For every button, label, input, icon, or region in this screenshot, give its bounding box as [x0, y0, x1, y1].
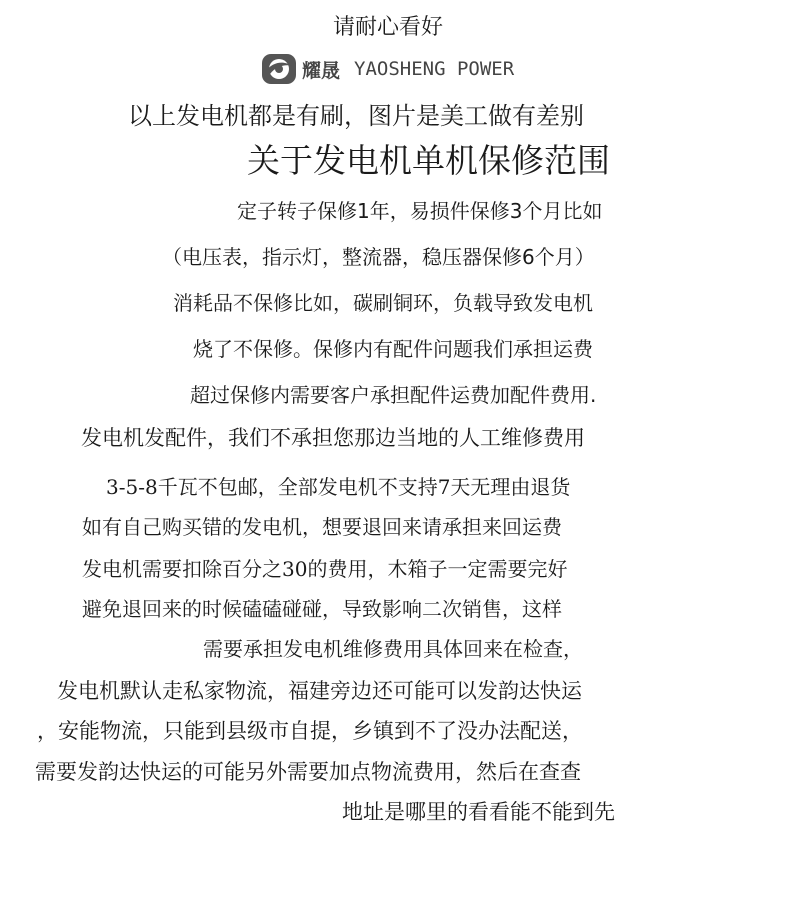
shipping-policy-line: ，安能物流，只能到县级市自提，乡镇到不了没办法配送，	[37, 719, 583, 743]
notice-text: 请耐心看好	[333, 15, 444, 40]
brand-logo	[262, 52, 514, 86]
warranty-line: 定子转子保修1年，易损件保修3个月比如	[237, 199, 603, 223]
shipping-policy-line: 地址是哪里的看看能不能到先	[342, 800, 615, 824]
return-policy-line: 发电机需要扣除百分之30的费用，木箱子一定需要完好	[82, 557, 568, 581]
warranty-line: 消耗品不保修比如，碳刷铜环，负载导致发电机	[173, 291, 593, 315]
page-title: 关于发电机单机保修范围	[247, 141, 610, 180]
return-policy-line: 避免退回来的时候磕磕碰碰，导致影响二次销售，这样	[82, 597, 562, 621]
return-policy-line: 如有自己购买错的发电机，想要退回来请承担来回运费	[82, 515, 562, 539]
warranty-line: 超过保修内需要客户承担配件运费加配件费用.	[190, 383, 597, 407]
warranty-line: 烧了不保修。保修内有配件问题我们承担运费	[193, 337, 593, 361]
return-policy-line: 3-5-8千瓦不包邮，全部发电机不支持7天无理由退货	[106, 475, 571, 499]
brand-name-en: YAOSHENG POWER	[354, 58, 515, 80]
yaosheng-logo-icon	[262, 54, 296, 84]
warranty-line: （电压表，指示灯，整流器，稳压器保修6个月）	[162, 245, 595, 269]
parts-policy-text: 发电机发配件，我们不承担您那边当地的人工维修费用	[81, 426, 585, 450]
shipping-policy-line: 发电机默认走私家物流，福建旁边还可能可以发韵达快运	[57, 679, 582, 703]
intro-text: 以上发电机都是有刷，图片是美工做有差别	[128, 102, 584, 130]
shipping-policy-line: 需要发韵达快运的可能另外需要加点物流费用，然后在查查	[35, 760, 581, 784]
brand-name-cn: 耀晟	[302, 59, 341, 82]
return-policy-line: 需要承担发电机维修费用具体回来在检查，	[203, 637, 583, 661]
